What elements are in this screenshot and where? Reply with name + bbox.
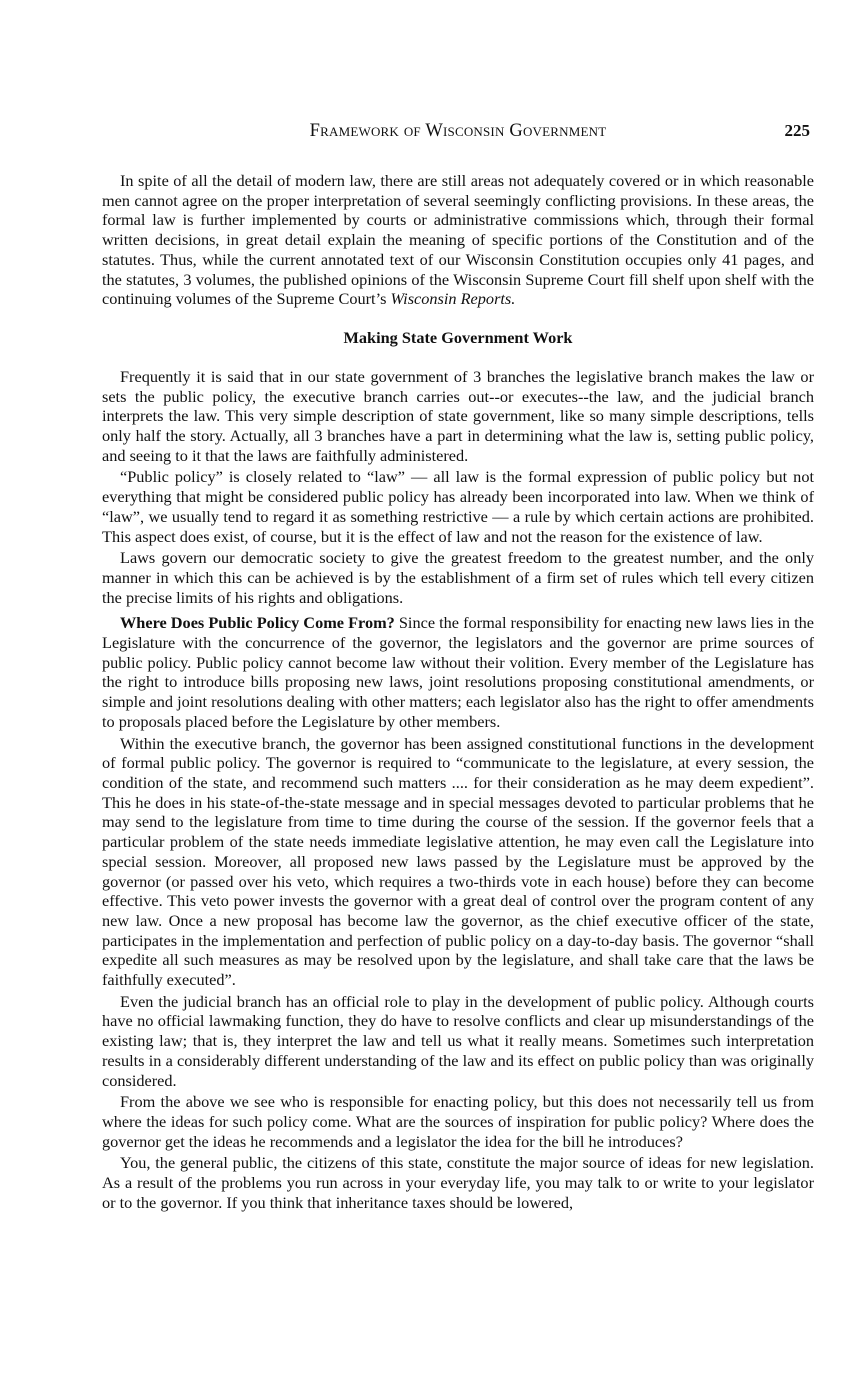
section-heading: Making State Government Work bbox=[343, 327, 573, 347]
body-paragraph-3: Laws govern our democratic society to give the greatest freedom to the greatest number, and the only manner in which this can be achieved is by the establishment of a firm set of rules which tell every citizen the precise limits of his rights and obligations. bbox=[102, 548, 814, 607]
document-page bbox=[102, 0, 814, 1212]
body-paragraph-7: From the above we see who is responsible for enacting policy, but this does not necessarily tell us from where the ideas for such policy come. What are the sources of inspiration for public policy? Where does the governor get the ideas he recommends and a legislator the idea for the bill he introduces? bbox=[102, 1092, 814, 1151]
body-paragraph-4 bbox=[102, 613, 814, 731]
body-paragraph-8: You, the general public, the citizens of this state, constitute the major source of ideas for new legislation. As a result of the problems you run across in your everyday life, you may talk to or write to your legislator or to the governor. If you think that inheritance taxes should be lowered, bbox=[102, 1153, 814, 1212]
run-in-heading: Where Does Public Policy Come From? bbox=[120, 613, 395, 633]
intro-text: In spite of all the detail of modern law, there are still areas not adequately covered or in which reasonable men cannot agree on the proper interpretation of several seemingly conflicting provisions. In these areas, the formal law is further implemented by courts or administrative commissions which, through their formal written decisions, in great detail explain the meaning of specific portions of the Constitution and of the statutes. Thus, while the current annotated text of our Wisconsin Constitution occupies only 41 pages, and the statutes, 3 volumes, the published opinions of the Wisconsin Supreme Court fill shelf upon shelf with the continuing volumes of the Supreme Court’s bbox=[102, 171, 814, 309]
page-number: 225 bbox=[784, 121, 810, 140]
running-header bbox=[102, 121, 814, 161]
body-paragraph-6: Even the judicial branch has an official role to play in the development of public policy. Although courts have no official lawmaking function, they do have to resolve conflicts and clear up misunderstandings of the existing law; that is, they interpret the law and tell us what it really means. Sometimes such interpretation results in a considerably different understanding of the law and its effect on public policy than was originally considered. bbox=[102, 991, 814, 1090]
body-paragraph-4-text: Since the formal responsibility for enacting new laws lies in the Legislature with the concurrence of the governor, the legislators and the governor are prime sources of public policy. Public policy cannot become law without their volition. Every member of the Legislature has the right to introduce bills proposing new laws, joint resolutions proposing constitutional amendments, or simple and joint resolutions dealing with other matters; each legislator also has the right to offer amendments to proposals placed before the Legislature by other members. bbox=[102, 613, 814, 731]
running-title: Framework of Wisconsin Government bbox=[309, 121, 607, 141]
body-paragraph-1: Frequently it is said that in our state government of 3 branches the legislative branch makes the law or sets the public policy, the executive branch carries out--or executes--the law, and the judicial branch interprets the law. This very simple description of state government, like so many simple descriptions, tells only half the story. Actually, all 3 branches have a part in determining what the law is, setting public policy, and seeing to it that the laws are faithfully administered. bbox=[102, 366, 814, 465]
intro-italic-title: Wisconsin Reports. bbox=[390, 289, 516, 309]
body-paragraph-5: Within the executive branch, the governor has been assigned constitutional functions in the development of formal public policy. The governor is required to “communicate to the legislature, at every session, the condition of the state, and recommend such matters .... for their consideration as he may deem expedient”. This he does in his state-of-the-state message and in special messages devoted to particular problems that he may send to the legislature from time to time during the course of the session. If the governor feels that a particular problem of the state needs immediate legislative attention, he may even call the Legislature into special session. Moreover, all proposed new laws passed by the Legislature must be approved by the governor (or passed over his veto, which requires a two-thirds vote in each house) before they can become effective. This veto power invests the governor with a great deal of control over the program content of any new law. Once a new proposal has become law the governor, as the chief executive officer of the state, participates in the implementation and perfection of public policy on a day-to-day basis. The governor “shall expedite all such measures as may be resolved upon by the legislature, and shall take care that the laws be faithfully executed”. bbox=[102, 733, 814, 990]
body-paragraph-2: “Public policy” is closely related to “law” — all law is the formal expression of public policy but not everything that might be considered public policy has already been incorporated into law. When we think of “law”, we usually tend to regard it as something restrictive — a rule by which certain actions are prohibited. This aspect does exist, of course, but it is the effect of law and not the reason for the existence of law. bbox=[102, 467, 814, 546]
intro-paragraph bbox=[102, 171, 814, 309]
